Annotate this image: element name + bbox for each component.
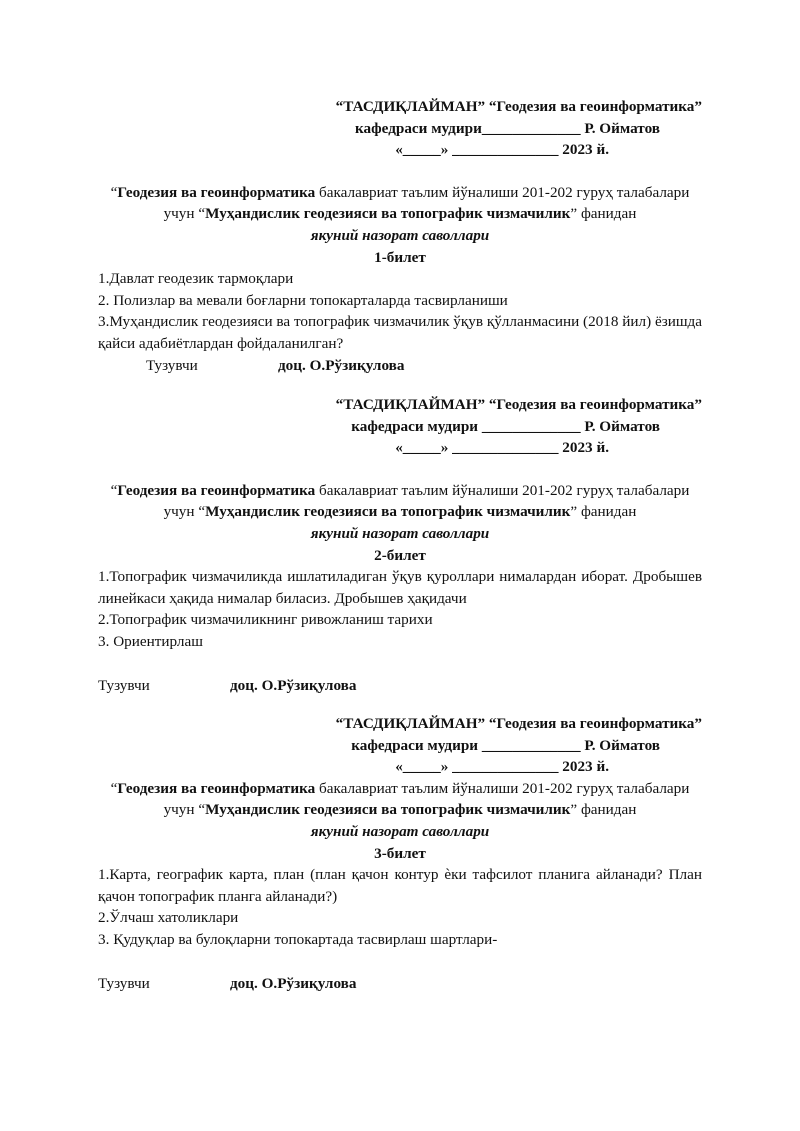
signature-label: Тузувчи: [146, 356, 198, 374]
signature-line: [98, 355, 702, 377]
question-3: 3. Ориентирлаш: [98, 632, 203, 650]
intro-text: бакалавриат таълим йўналиши 201-202 гуруҳ талабалари учун “: [163, 779, 690, 819]
ticket-intro: “Геодезия ва геоинформатика бакалавриат таълим йўналиши 201-202 гуруҳ талабалари учун “Муҳандислик геодезияси ва топографик чизмачилик” фанидан якуний назорат саволлари: [110, 779, 690, 840]
intro-end: ” фанидан: [570, 503, 637, 521]
signature-name: доц. О.Рўзиқулова: [230, 974, 357, 992]
approval-line-3: «_____» ______________ 2023 й.: [395, 758, 609, 776]
exam-ticket-3: [98, 713, 702, 994]
question-3: 3.Муҳандислик геодезияси ва топографик чизмачилик ўқув қўлланмасини (2018 йил) ёзишда қайси адабиётлардан фойдаланилган?: [98, 313, 702, 352]
approval-line-2: кафедраси мудири_____________ Р. Ойматов: [355, 119, 660, 137]
approval-line-1: “ТАСДИҚЛАЙМАН” “Геодезия ва геоинформатика”: [335, 715, 702, 732]
final-control-title: якуний назорат саволлари: [310, 822, 490, 840]
final-control-title: якуний назорат саволлари: [310, 524, 490, 542]
signature-name: доц. О.Рўзиқулова: [278, 356, 405, 374]
signature-name: доц. О.Рўзиқулова: [230, 676, 357, 694]
approval-block: [98, 394, 702, 459]
department-name: Геодезия ва геоинформатика: [117, 183, 316, 201]
approval-line-2: кафедраси мудири _____________ Р. Ойматов: [351, 736, 660, 754]
intro-text: бакалавриат таълим йўналиши 201-202 гуруҳ талабалари учун “: [163, 481, 690, 521]
signature-line: [98, 973, 702, 995]
intro-end: ” фанидан: [570, 205, 637, 223]
subject-name: Муҳандислик геодезияси ва топографик чизмачилик: [205, 205, 571, 223]
ticket-number: 2-билет: [374, 546, 426, 564]
approval-line-2: кафедраси мудири _____________ Р. Ойматов: [351, 417, 660, 435]
approval-line-1: “ТАСДИҚЛАЙМАН” “Геодезия ва геоинформатика”: [335, 396, 702, 413]
signature-label: Тузувчи: [98, 676, 150, 694]
final-control-title: якуний назорат саволлари: [310, 226, 490, 244]
question-2: 2. Полизлар ва мевали боғларни топокарталарда тасвирланиши: [98, 291, 508, 309]
intro-end: ” фанидан: [570, 801, 637, 819]
question-1: 1.Карта, географик карта, план (план қачон контур ѐки тафсилот планига айланади? План қачон топографик планга айланади?): [98, 866, 702, 905]
question-2: 2.Топографик чизмачиликнинг ривожланиш тарихи: [98, 611, 433, 629]
subject-name: Муҳандислик геодезияси ва топографик чизмачилик: [205, 801, 571, 819]
question-3: 3. Қудуқлар ва булоқларни топокартада тасвирлаш шартлари-: [98, 930, 498, 948]
question-1: 1.Давлат геодезик тармоқлари: [98, 270, 294, 288]
approval-line-1: “ТАСДИҚЛАЙМАН” “Геодезия ва геоинформатика”: [335, 98, 702, 115]
approval-line-3: «_____» ______________ 2023 й.: [395, 141, 609, 159]
intro-text: бакалавриат таълим йўналиши 201-202 гуруҳ талабалари учун “: [163, 183, 690, 223]
subject-name: Муҳандислик геодезияси ва топографик чизмачилик: [205, 503, 571, 521]
department-name: Геодезия ва геоинформатика: [117, 481, 316, 499]
exam-ticket-1: [98, 96, 702, 376]
ticket-number: 1-билет: [374, 248, 426, 266]
signature-label: Тузувчи: [98, 974, 150, 992]
question-1: 1.Топографик чизмачиликда ишлатиладиган ўқув қуроллари нималардан иборат. Дробышев линейкаси ҳақида нималар биласиз. Дробышев ҳақидачи: [98, 568, 702, 607]
ticket-number: 3-билет: [374, 844, 426, 862]
approval-block: [98, 713, 702, 778]
approval-line-3: «_____» ______________ 2023 й.: [395, 439, 609, 457]
signature-line: [98, 675, 702, 697]
department-name: Геодезия ва геоинформатика: [117, 779, 316, 797]
question-2: 2.Ўлчаш хатоликлари: [98, 909, 239, 927]
exam-ticket-2: [98, 394, 702, 696]
ticket-intro: “Геодезия ва геоинформатика бакалавриат таълим йўналиши 201-202 гуруҳ талабалари учун “Муҳандислик геодезияси ва топографик чизмачилик” фанидан якуний назорат саволлари: [110, 481, 690, 542]
approval-block: [98, 96, 702, 161]
ticket-intro: “Геодезия ва геоинформатика бакалавриат таълим йўналиши 201-202 гуруҳ талабалари учун “Муҳандислик геодезияси ва топографик чизмачилик” фанидан якуний назорат саволлари: [110, 183, 690, 244]
